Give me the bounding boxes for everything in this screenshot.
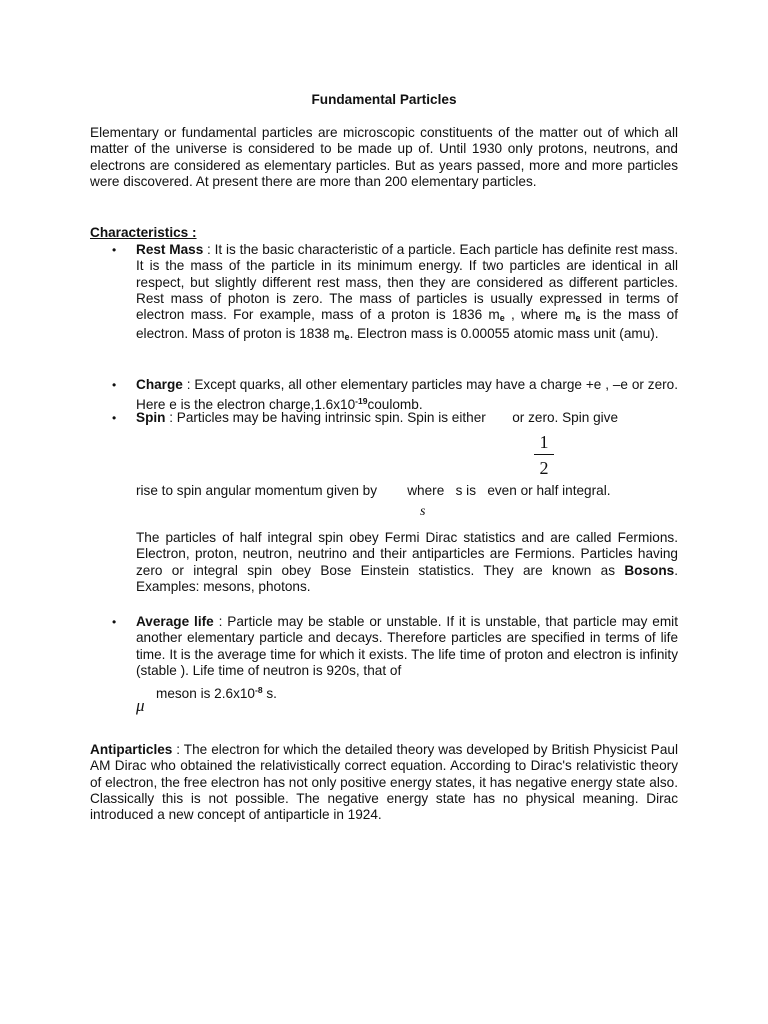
average-life-item [136,614,678,679]
charge-item [136,377,678,414]
bullet-icon: • [112,243,117,257]
bullet-icon: • [112,615,117,629]
spin-item [136,410,678,426]
spin-term: Spin [136,410,166,425]
spin-line-2: rise to spin angular momentum given by where s is even or half integral. [136,483,611,498]
rest-mass-item [136,242,678,346]
bullet-icon: • [112,411,117,425]
meson-life-text: meson is 2.6x10 [156,686,255,701]
electron-subscript: e [575,313,581,324]
fraction-denominator: 2 [539,458,549,478]
charge-term: Charge [136,377,183,392]
bullet-icon: • [112,378,117,392]
rest-mass-text: . Electron mass is 0.00055 atomic mass unit (amu). [349,326,659,342]
antiparticles-paragraph [90,742,678,823]
mu-symbol: μ [136,696,145,715]
average-life-text: : Particle may be stable or unstable. If it is unstable, that particle may emit another elementary particle and decays. Therefore particles are specified in terms of life time. It is the average time for which it exists. The life time of proton and electron is infinity (stable ). Life time of neutron is 920s, that of [136,614,678,678]
meson-life-text: s. [262,686,277,701]
antiparticles-text: : The electron for which the detailed theory was developed by British Physicist Paul AM Dirac who obtained the relativistically correct equation. According to Dirac's relativistic theory of electron, the free electron has not only positive energy states, it has negative energy state also. Classically this is not possible. The negative energy state has no physical meaning. Dirac introduced a new concept of antiparticle in 1924. [90,742,678,823]
bosons-term: Bosons [624,562,675,578]
spin-statistics-text: The particles of half integral spin obey Fermi Dirac statistics and are called Fermions. Electron, proton, neutron, neutrino and their antiparticles are Fermions. Particles having zero or integral spin obey Bose Einstein statistics. They are known as [136,530,678,578]
fraction-numerator: 1 [539,432,549,452]
meson-life-exponent: -8 [255,685,263,695]
spin-s-symbol: s [420,504,426,519]
meson-life-line [156,682,556,702]
page-title: Fundamental Particles [311,92,457,107]
charge-text: : Except quarks, all other elementary particles may have a charge +e , –e or zero. Here e is the electron charge,1.6x10 [136,377,678,413]
antiparticles-term: Antiparticles [90,742,173,757]
electron-subscript: e [499,313,505,324]
fraction-bar [534,454,554,455]
rest-mass-text: , where m [504,307,576,323]
spin-line-1: : Particles may be having intrinsic spin. Spin is either or zero. Spin give [165,410,619,425]
average-life-term: Average life [136,614,214,629]
rest-mass-text: is the mass of electron. Mass of proton is 1838 m [136,307,678,342]
spin-statistics-text: . Examples: mesons, photons. [136,562,678,594]
spin-statistics-paragraph [136,530,678,595]
rest-mass-text: : It is the basic characteristic of a particle. Each particle has definite rest mass. It is the mass of the particle in its minimum energy. If two particles are identical in all respect, but slightly different rest mass, then they are considered as different particles. Rest mass of photon is zero. The mass of particles is usually expressed in terms of electron mass. For example, mass of a proton is 1836 m [136,242,678,323]
intro-paragraph: Elementary or fundamental particles are microscopic constituents of the matter out of which all matter of the universe is considered to be made up of. Until 1930 only protons, neutrons, and electrons are considered as elementary particles. But as years passed, more and more particles were discovered. At present there are more than 200 elementary particles. [90,125,678,189]
charge-text: coulomb. [367,397,423,413]
half-fraction [534,432,554,478]
characteristics-heading: Characteristics : [90,225,197,240]
rest-mass-term: Rest Mass [136,242,204,257]
charge-exponent: -19 [355,396,368,407]
electron-subscript: e [344,332,350,343]
